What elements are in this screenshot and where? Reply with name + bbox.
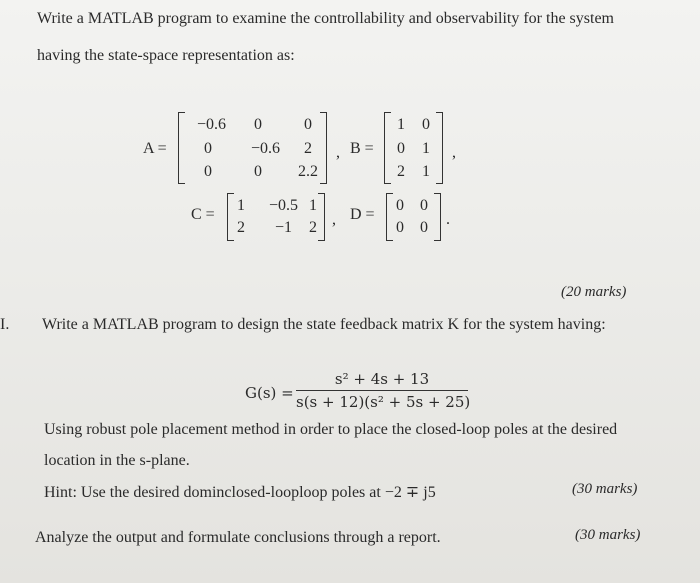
- matrix-cell: 2: [237, 219, 245, 236]
- matrix-cell: 0: [397, 140, 405, 157]
- comma: ,: [332, 211, 336, 228]
- matrix-cell: 0: [422, 116, 430, 133]
- marks-part2: (30 marks): [572, 481, 638, 497]
- matrix-cell: 0: [254, 163, 262, 180]
- matrix-cell: 0: [396, 197, 404, 214]
- tf-numerator: s² + 4s + 13: [334, 370, 430, 388]
- marks-part3: (30 marks): [575, 527, 641, 543]
- matrix-cell: 1: [237, 197, 245, 214]
- matrix-A-right-bracket: [320, 112, 327, 184]
- marks-part1: (20 marks): [561, 284, 627, 300]
- matrix-cell: −1: [274, 219, 292, 236]
- matrix-B-label: B =: [350, 140, 374, 157]
- matrix-cell: 0: [204, 163, 212, 180]
- matrix-D-right-bracket: [434, 193, 441, 241]
- matrix-C-right-bracket: [318, 193, 325, 241]
- matrix-cell: 2.2: [298, 163, 318, 180]
- fraction-bar: [296, 390, 468, 391]
- matrix-A-label: A =: [143, 140, 167, 157]
- matrix-A-left-bracket: [178, 112, 185, 184]
- matrix-cell: −0.6: [250, 140, 280, 157]
- matrix-cell: −0.5: [268, 197, 298, 214]
- matrix-cell: 1: [422, 163, 430, 180]
- matrix-cell: 2: [309, 219, 317, 236]
- matrix-cell: 0: [420, 219, 428, 236]
- question-text-line2: having the state-space representation as:: [37, 47, 295, 64]
- matrix-cell: 0: [254, 116, 262, 133]
- period: .: [446, 211, 450, 228]
- matrix-B-right-bracket: [436, 112, 443, 184]
- question-number: I.: [0, 316, 10, 333]
- body-text-line2: location in the s-plane.: [44, 452, 190, 469]
- tf-denominator: s(s + 12)(s² + 5s + 25): [296, 393, 471, 411]
- matrix-cell: 2: [397, 163, 405, 180]
- matrix-cell: 2: [304, 140, 312, 157]
- matrix-cell: 1: [309, 197, 317, 214]
- hint-text: Hint: Use the desired dominclosed-looploop poles at −2 ∓ j5: [44, 484, 436, 501]
- question-heading: Write a MATLAB program to design the state feedback matrix K for the system having:: [42, 316, 606, 333]
- matrix-cell: 1: [422, 140, 430, 157]
- tf-label: G(s) =: [245, 384, 294, 402]
- question-text-line1: Write a MATLAB program to examine the controllability and observability for the system: [37, 10, 614, 27]
- matrix-D-label: D =: [350, 206, 375, 223]
- matrix-cell: −0.6: [196, 116, 226, 133]
- matrix-C-label: C =: [191, 206, 215, 223]
- body-text-line1: Using robust pole placement method in order to place the closed-loop poles at the desired: [44, 421, 618, 438]
- matrix-cell: 0: [396, 219, 404, 236]
- matrix-cell: 0: [304, 116, 312, 133]
- matrix-cell: 0: [204, 140, 212, 157]
- comma: ,: [336, 144, 340, 161]
- comma: ,: [452, 144, 456, 161]
- report-text: Analyze the output and formulate conclusions through a report.: [35, 529, 441, 546]
- matrix-cell: 1: [397, 116, 405, 133]
- matrix-cell: 0: [420, 197, 428, 214]
